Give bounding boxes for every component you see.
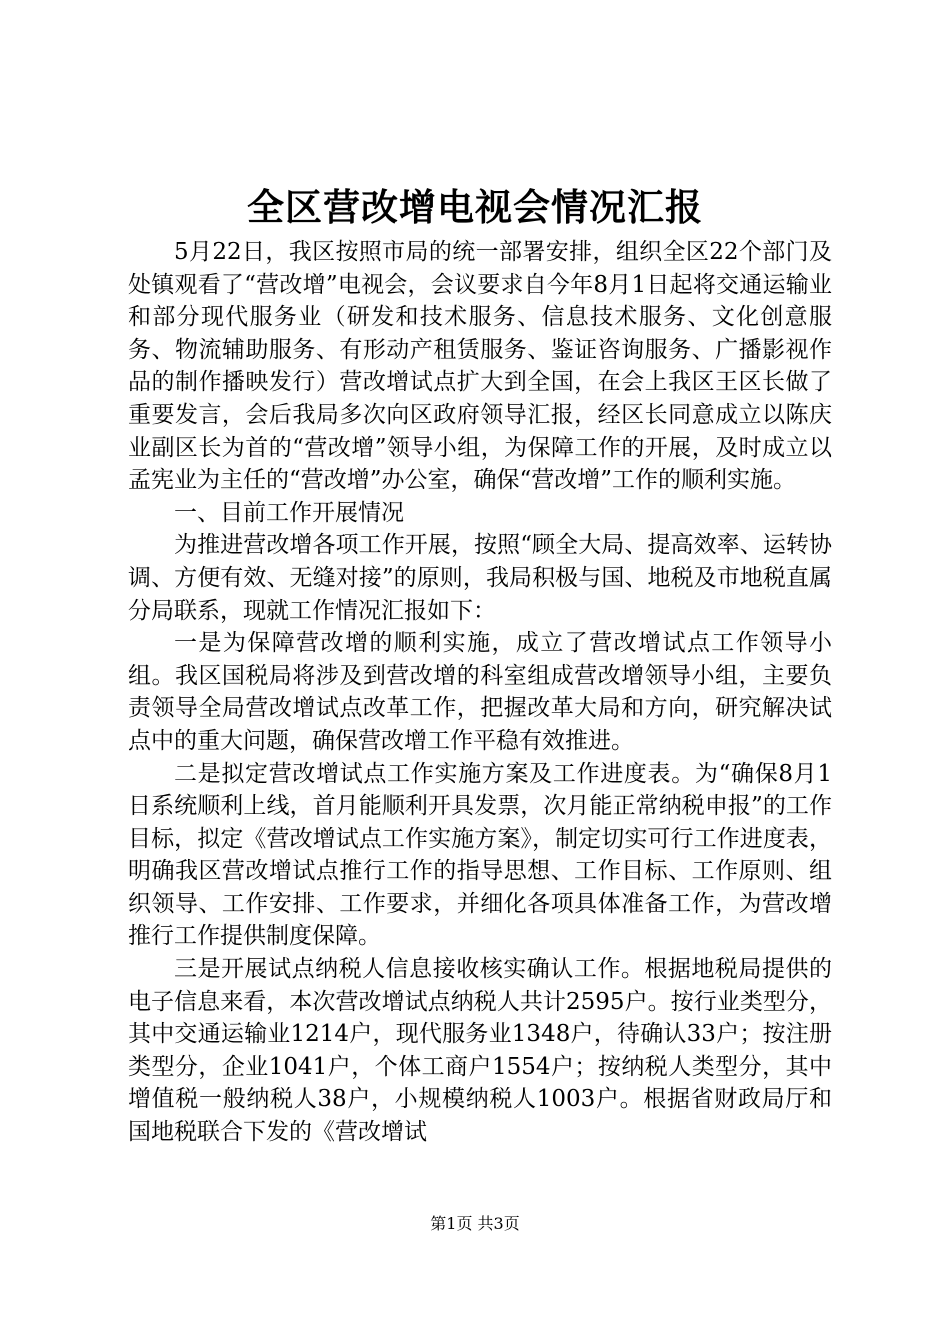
- document-body: [128, 236, 832, 1149]
- section-heading: 一、目前工作开展情况: [174, 499, 404, 526]
- paragraph-point-three: 三是开展试点纳税人信息接收核实确认工作。根据地税局提供的电子信息来看，本次营改增试点纳税人共计2595户。按行业类型分，其中交通运输业1214户，现代服务业1348户，待确认33户；按注册类型分，企业1041户，个体工商户1554户；按纳税人类型分，其中增值税一般纳税人38户，小规模纳税人1003户。根据省财政局厅和国地税联合下发的《营改增试: [128, 956, 832, 1146]
- paragraph-intro: 5月22日，我区按照市局的统一部署安排，组织全区22个部门及处镇观看了“营改增”电视会，会议要求自今年8月1日起将交通运输业和部分现代服务业（研发和技术服务、信息技术服务、文化创意服务、物流辅助服务、有形动产租赁服务、鉴证咨询服务、广播影视作品的制作播映发行）营改增试点扩大到全国，在会上我区王区长做了重要发言，会后我局多次向区政府领导汇报，经区长同意成立以陈庆业副区长为首的“营改增”领导小组，为保障工作的开展，及时成立以孟宪业为主任的“营改增”办公室，确保“营改增”工作的顺利实施。: [128, 239, 832, 494]
- paragraph-point-one: 一是为保障营改增的顺利实施，成立了营改增试点工作领导小组。我区国税局将涉及到营改增的科室组成营改增领导小组，主要负责领导全局营改增试点改革工作，把握改革大局和方向，研究解决试点中的重大问题，确保营改增工作平稳有效推进。: [128, 630, 832, 754]
- paragraph-overview: 为推进营改增各项工作开展，按照“顾全大局、提高效率、运转协调、方便有效、无缝对接”的原则，我局积极与国、地税及市地税直属分局联系，现就工作情况汇报如下：: [128, 532, 832, 624]
- paragraph-point-two: 二是拟定营改增试点工作实施方案及工作进度表。为“确保8月1日系统顺利上线，首月能顺利开具发票，次月能正常纳税申报”的工作目标，拟定《营改增试点工作实施方案》，制定切实可行工作进度表，明确我区营改增试点推行工作的指导思想、工作目标、工作原则、组织领导、工作安排、工作要求，并细化各项具体准备工作，为营改增推行工作提供制度保障。: [128, 760, 832, 950]
- page-number-footer: 第1页 共3页: [430, 1214, 520, 1233]
- document-title: 全区营改增电视会情况汇报: [247, 186, 703, 229]
